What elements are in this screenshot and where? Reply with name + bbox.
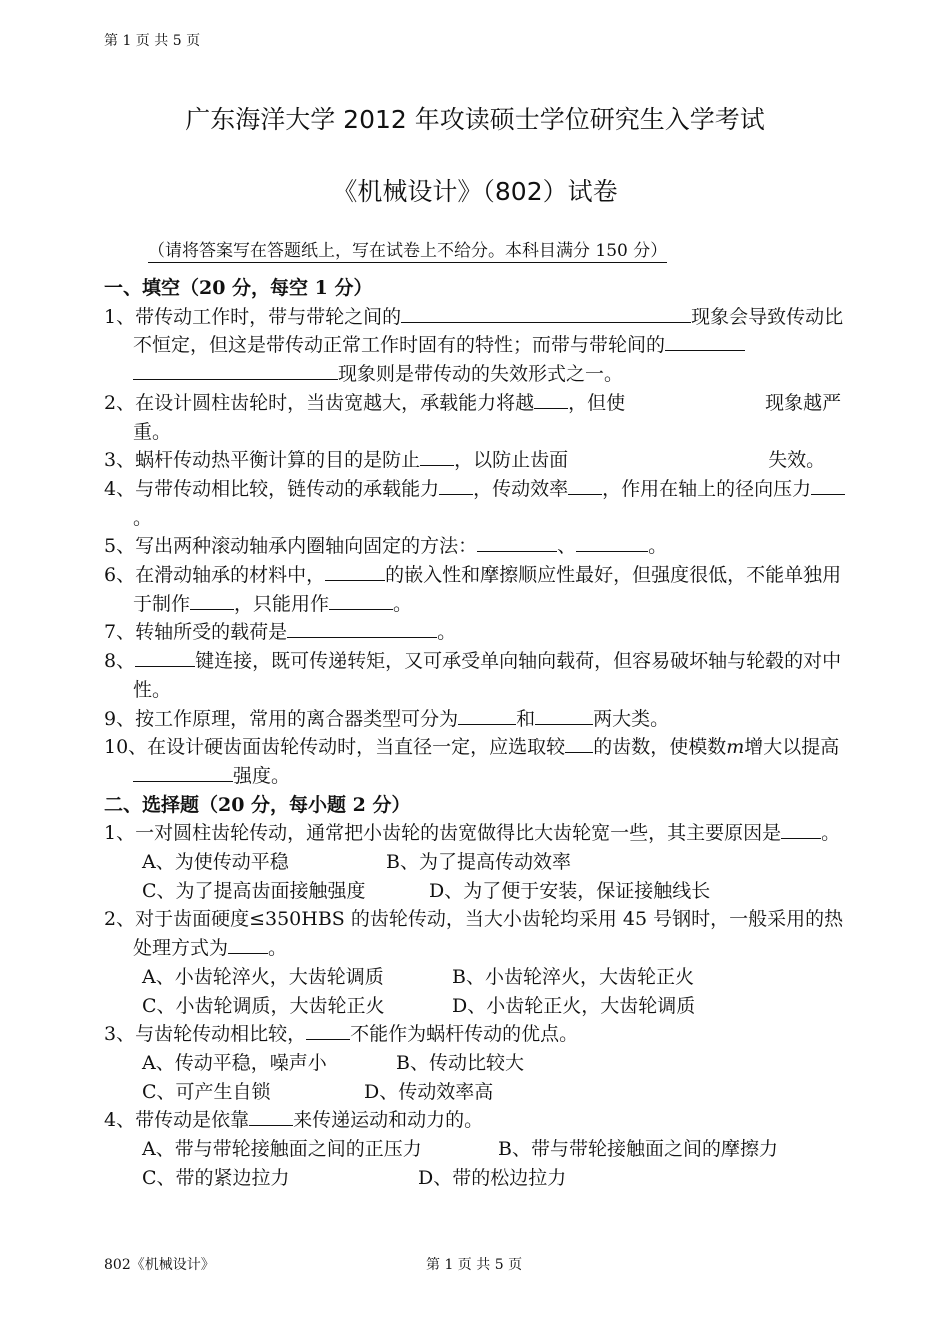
answer-blank [439,476,473,495]
option-b: B、带与带轮接触面之间的摩擦力 [498,1138,778,1161]
option-a: A、为使传动平稳 [142,851,289,874]
answer-blank [135,648,195,667]
options-row [104,963,854,992]
options-row [104,1049,854,1078]
exam-instructions: （请将答案写在答题纸上，写在试卷上不给分。本科目满分 150 分） [148,236,667,263]
answer-blank [329,591,393,610]
option-d: D、小齿轮正火，大齿轮调质 [452,994,696,1017]
option-c: C、带的紧边拉力 [142,1166,290,1189]
exam-body [104,274,854,1193]
answer-blank [534,390,568,409]
answer-blank [420,447,454,466]
options-row [104,992,854,1021]
option-c: C、为了提高齿面接触强度 [142,879,366,902]
options-row [104,1135,854,1164]
question: 3、蜗杆传动热平衡计算的目的是防止 ，以防止齿面 失效。 [104,449,826,472]
answer-blank [811,476,845,495]
option-a: A、小齿轮淬火，大齿轮调质 [142,965,384,988]
option-b: B、小齿轮淬火，大齿轮正火 [452,965,694,988]
answer-blank [565,734,593,753]
option-d: D、带的松边拉力 [418,1166,567,1189]
option-d: D、传动效率高 [364,1080,494,1103]
question: 3、与齿轮传动相比较， 不能作为蜗杆传动的优点。 [104,1023,579,1046]
option-b: B、传动比较大 [396,1051,524,1074]
question: 2、在设计圆柱齿轮时，当齿宽越大，承载能力将越 ，但使 现象越严重。 [104,391,842,443]
option-c: C、小齿轮调质，大齿轮正火 [142,994,385,1017]
answer-blank [535,706,593,725]
question: 4、与带传动相比较，链传动的承载能力 ，传动效率 ，作用在轴上的径向压力。 [104,475,854,532]
option-a: A、传动平稳，噪声小 [142,1051,327,1074]
answer-blank [781,820,821,839]
question: 1、带传动工作时，带与带轮之间的 现象会导致传动比不恒定，但这是带传动正常工作时固有的特性；而带与带轮间的现象则是带传动的失效形式之一。 [104,305,844,386]
page-header: 第 1 页 共 5 页 [104,33,201,49]
options-row [104,1164,854,1193]
question: 1、一对圆柱齿轮传动，通常把小齿轮的齿宽做得比大齿轮宽一些，其主要原因是 。 [104,822,841,845]
answer-blank [133,361,338,380]
answer-blank [287,619,437,638]
question: 10、在设计硬齿面齿轮传动时，当直径一定，应选取较 的齿数，使模数m增大以提高强度。 [104,736,840,787]
exam-title: 广东海洋大学 2012 年攻读硕士学位研究生入学考试 [185,105,765,134]
answer-blank [568,447,768,466]
answer-blank [665,332,745,351]
answer-blank [625,390,765,409]
answer-blank [401,304,691,323]
section-heading: 一、填空（20 分，每空 1 分） [104,277,373,299]
answer-blank [190,591,234,610]
option-b: B、为了提高传动效率 [386,851,571,874]
answer-blank [568,476,602,495]
option-c: C、可产生自锁 [142,1080,271,1103]
answer-blank [477,533,557,552]
answer-blank [249,1107,293,1126]
option-a: A、带与带轮接触面之间的正压力 [142,1138,422,1161]
answer-blank [306,1021,350,1040]
footer-page: 第 1 页 共 5 页 [426,1257,523,1273]
question: 8、 键连接，既可传递转矩，又可承受单向轴向载荷，但容易破坏轴与轮毂的对中性。 [104,650,842,701]
question: 4、带传动是依靠 来传递运动和动力的。 [104,1109,484,1132]
options-row [104,877,854,906]
answer-blank [228,935,268,954]
paper-title: 《机械设计》（802）试卷 [332,177,618,206]
question: 5、写出两种滚动轴承内圈轴向固定的方法： 、 。 [104,535,668,558]
answer-blank [325,562,385,581]
question: 9、按工作原理，常用的离合器类型可分为 和 两大类。 [104,707,670,730]
question: 2、对于齿面硬度≤350HBS 的齿轮传动，当大小齿轮均采用 45 号钢时，一般采用的热处理方式为 。 [104,908,844,960]
footer-course: 802《机械设计》 [104,1257,215,1273]
options-row [104,1078,854,1107]
answer-blank [133,763,233,782]
section-heading: 二、选择题（20 分，每小题 2 分） [104,793,411,816]
answer-blank [458,706,516,725]
question: 7、转轴所受的载荷是 。 [104,621,457,644]
answer-blank [576,533,648,552]
question: 6、在滑动轴承的材料中， 的嵌入性和摩擦顺应性最好，但强度很低，不能单独用于制作 ，只能用作 。 [104,564,842,615]
options-row [104,848,854,877]
option-d: D、为了便于安装，保证接触线长 [429,879,711,902]
